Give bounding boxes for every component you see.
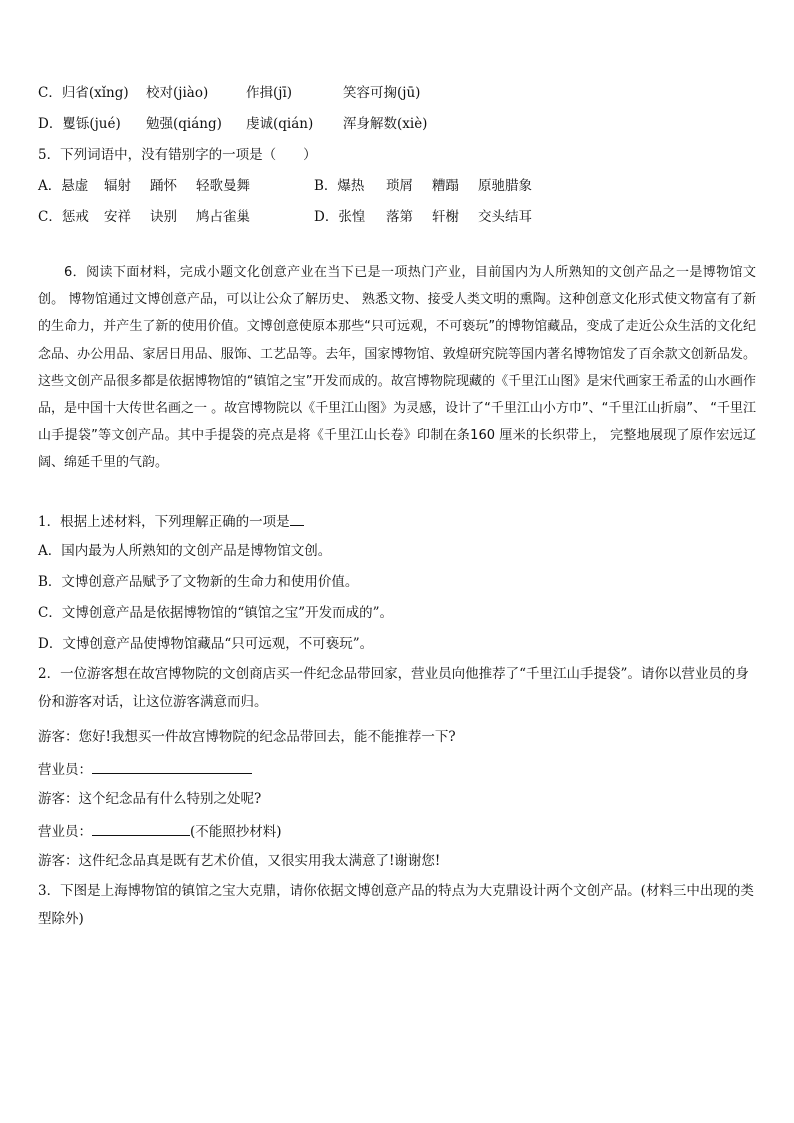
q5-c-label: C．惩戒 [38,209,89,225]
q5-stem: 5．下列词语中，没有错别字的一项是（ ） [38,147,317,163]
dialog-tourist-1: 游客：您好!我想买一件故宫博物院的纪念品带回去，能不能推荐一下? [38,729,456,745]
q5-b-word4: 原驰腊象 [478,178,532,194]
q5-d-label: D．张惶 [314,209,366,225]
q6-passage: 6．阅读下面材料，完成小题文化创意产业在当下已是一项热门产业，目前国内为人所熟知的文创产品之一是博物馆文创。 博物馆通过文博创意产品，可以让公众了解历史、 熟悉文物、接受人类文明的熏陶。这种创意文化形式使文物富有了新的生命力，并产生了新的使用价值。文博创意使原本那些“只可远观，不可亵玩”的博物馆藏品，变成了走近公众生活的文化纪念品、办公用品、家居日用品、服饰、工艺品等。去年，国家博物馆、敦煌研究院等国内著名博物馆发了百余款文创新品发。这些文创产品很多都是依据博物馆的“镇馆之宝”开发而成的。故宫博物院现藏的《千里江山图》是宋代画家王希孟的山水画作品，是中国十大传世名画之一 。故宫博物院以《千里江山图》为灵感，设计了“千里江山小方巾”、“千里江山折扇”、 “千里江山手提袋”等文创产品。其中手提袋的亮点是将《千里江山长卷》印制在条160 厘米的长织带上， 完整地展现了原作宏远辽阔、绵延千里的气韵。 [38,265,756,471]
q5-c-word2: 安祥 [104,209,131,225]
dialog-tourist-3: 游客：这件纪念品真是既有艺术价值，又很实用我太满意了!谢谢您! [38,853,441,869]
q6-sub3-stem: 3．下图是上海博物馆的镇馆之宝大克鼎，请你依据文博创意产品的特点为大克鼎设计两个文创产品。(材料三中出现的类型除外) [38,883,754,927]
q6-sub1-stem-text: 1．根据上述材料，下列理解正确的一项是 [38,514,290,530]
q6-sub1-option-c: C．文博创意产品是依据博物馆的“镇馆之宝”开发而成的”。 [38,605,394,621]
q5-b-word3: 糟蹋 [432,178,459,194]
q5-a-word4: 轻歌曼舞 [196,178,250,194]
q4-c-word3: 作揖(jī) [246,85,293,101]
dialog-clerk-2 [38,821,282,841]
dialog-clerk-1 [38,759,252,779]
q4-d-word2: 勉强(qiáng) [146,116,222,132]
q5-b-label: B．爆热 [314,178,365,194]
clerk-answer-blank-2[interactable] [92,821,190,836]
q5-c-word4: 鸠占雀巢 [196,209,250,225]
q6-sub1-option-a: A．国内最为人所熟知的文创产品是博物馆文创。 [38,543,332,559]
q5-d-word2: 落第 [386,209,413,225]
q4-c-label: C．归省(xǐng) [38,85,129,101]
q4-c-word2: 校对(jiào) [146,85,209,101]
q5-a-label: A．悬虚 [38,178,89,194]
q5-d-word3: 轩榭 [432,209,459,225]
q6-sub1-option-b: B．文博创意产品赋予了文物新的生命力和使用价值。 [38,574,359,590]
q4-d-word3: 虔诚(qián) [246,116,314,132]
q5-a-word3: 踊怀 [150,178,177,194]
q5-d-word4: 交头结耳 [478,209,532,225]
q4-c-word4: 笑容可掬(jū) [343,85,421,101]
q6-sub1-stem [38,511,304,531]
q5-b-word2: 琐屑 [386,178,413,194]
q4-d-word4: 浑身解数(xiè) [343,116,428,132]
dialog-tourist-2: 游客：这个纪念品有什么特别之处呢? [38,791,262,807]
clerk-label: 营业员： [38,824,92,840]
q6-sub2-stem: 2．一位游客想在故宫博物院的文创商店买一件纪念品带回家，营业员向他推荐了“千里江山手提袋”。请你以营业员的身份和游客对话，让这位游客满意而归。 [38,666,749,710]
clerk-label: 营业员： [38,762,92,778]
clerk-note: (不能照抄材料) [190,824,282,840]
q4-d-label: D．矍铄(jué) [38,116,121,132]
q5-c-word3: 诀别 [150,209,177,225]
q6-sub1-option-d: D．文博创意产品使博物馆藏品“只可远观，不可亵玩”。 [38,636,374,652]
clerk-answer-blank-1[interactable] [92,759,252,774]
q5-a-word2: 辐射 [104,178,131,194]
answer-blank[interactable] [290,511,304,526]
